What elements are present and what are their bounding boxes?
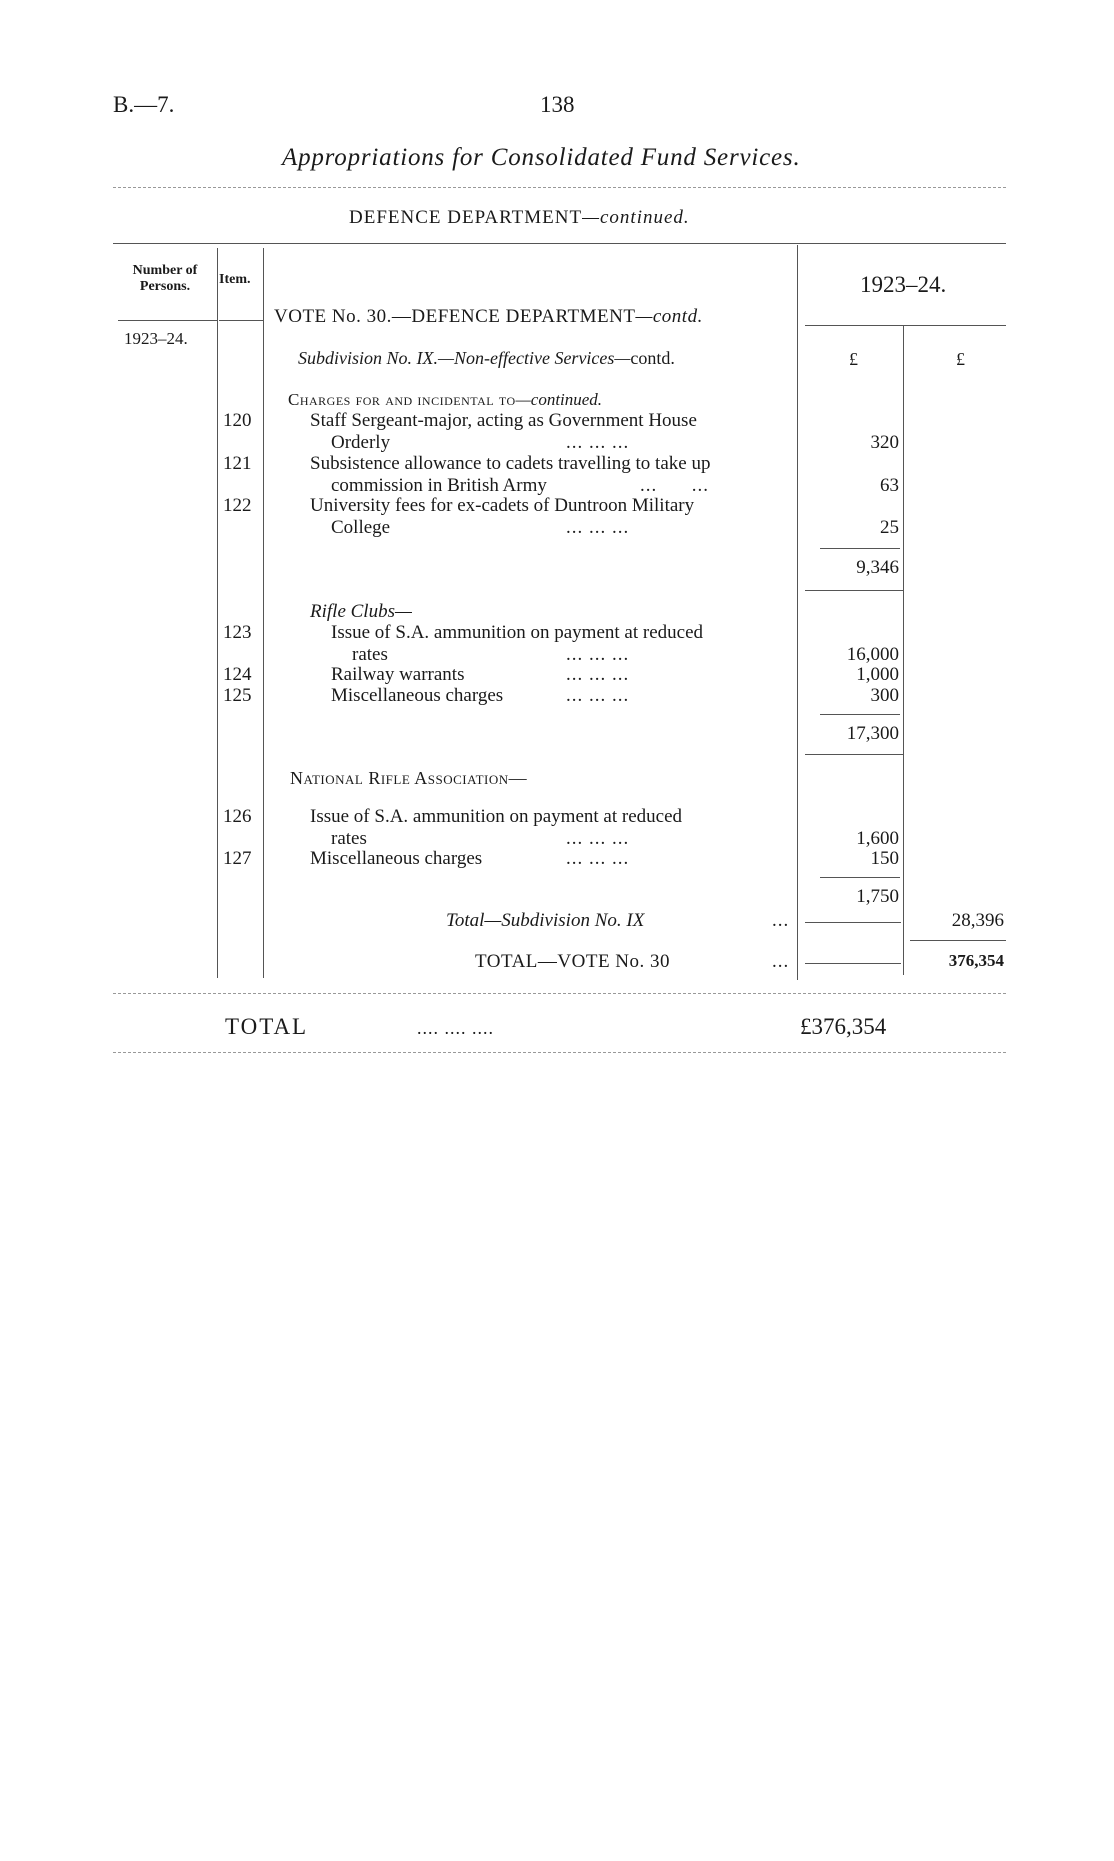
department-suffix: —continued. bbox=[582, 207, 690, 228]
charges-subtotal-rule bbox=[820, 548, 900, 549]
item-120-leader: ... ... ... bbox=[566, 432, 630, 453]
rifle-subtotal-rule bbox=[820, 714, 900, 715]
nra-subtotal-rule bbox=[820, 877, 900, 878]
subdivision-main: Subdivision No. IX.—Non-effective Services— bbox=[298, 348, 631, 368]
title-rule bbox=[113, 187, 1006, 188]
item-123-leader: ... ... ... bbox=[566, 644, 630, 665]
charges-heading-suffix: —continued. bbox=[515, 390, 603, 409]
item-122-line1: University fees for ex-cadets of Duntroon Military bbox=[310, 495, 695, 516]
currency-header-2: £ bbox=[956, 349, 965, 369]
table-top-rule bbox=[113, 243, 1006, 244]
subdivision-total-amount: 28,396 bbox=[951, 910, 1004, 931]
grand-total-label: TOTAL bbox=[225, 1014, 309, 1039]
persons-year: 1923–24. bbox=[124, 329, 188, 348]
item-number-122: 122 bbox=[223, 495, 252, 516]
charges-subtotal-underline bbox=[805, 590, 903, 591]
item-121-leader-a: ... bbox=[640, 475, 658, 496]
rifle-subtotal: 17,300 bbox=[846, 723, 899, 744]
item-121-leader-b: ... bbox=[691, 475, 709, 496]
persons-column-header: Number of Persons. bbox=[132, 263, 198, 294]
vote-total-leader: ... bbox=[772, 951, 790, 972]
vote-title bbox=[274, 306, 703, 328]
item-123-line2: rates bbox=[352, 644, 388, 665]
item-121-leader bbox=[640, 475, 709, 497]
persons-header-rule bbox=[118, 320, 217, 321]
item-124-leader: ... ... ... bbox=[566, 664, 630, 685]
rifle-clubs-heading: Rifle Clubs— bbox=[310, 601, 412, 622]
item-120-line2: Orderly bbox=[331, 432, 391, 453]
item-127-amount: 150 bbox=[870, 848, 899, 869]
item-number-123: 123 bbox=[223, 622, 252, 643]
charges-heading bbox=[288, 390, 602, 410]
item-number-125: 125 bbox=[223, 685, 252, 706]
currency-header-1: £ bbox=[849, 349, 858, 369]
subdivision-suffix: contd. bbox=[630, 348, 675, 368]
item-125-line1: Miscellaneous charges bbox=[331, 685, 504, 706]
vote-total-amount: 376,354 bbox=[948, 951, 1004, 970]
item-col-right-border bbox=[263, 248, 264, 978]
item-121-line2: commission in British Army bbox=[331, 475, 547, 496]
vote-title-main: VOTE No. 30.—DEFENCE DEPARTMENT bbox=[274, 306, 636, 327]
charges-heading-main: Charges for and incidental to bbox=[288, 390, 516, 409]
vote-title-suffix: —contd. bbox=[635, 306, 703, 327]
item-120-line1: Staff Sergeant-major, acting as Government House bbox=[310, 410, 697, 431]
page-number: 138 bbox=[540, 92, 575, 117]
item-number-127: 127 bbox=[223, 848, 252, 869]
item-123-line1: Issue of S.A. ammunition on payment at reduced bbox=[331, 622, 704, 643]
table-bottom-rule bbox=[113, 993, 1006, 994]
department-heading bbox=[349, 207, 690, 229]
rifle-subtotal-underline bbox=[805, 754, 903, 755]
vote-total-rule bbox=[910, 940, 1006, 941]
item-number-124: 124 bbox=[223, 664, 252, 685]
item-126-line2: rates bbox=[331, 828, 367, 849]
item-col-left-border bbox=[217, 248, 218, 978]
item-122-amount: 25 bbox=[880, 517, 899, 538]
amount-col-mid-border bbox=[903, 325, 904, 975]
item-127-line1: Miscellaneous charges bbox=[310, 848, 483, 869]
subdivision-total-label: Total—Subdivision No. IX bbox=[446, 910, 645, 931]
item-124-amount: 1,000 bbox=[856, 664, 899, 685]
item-120-amount: 320 bbox=[870, 432, 899, 453]
subdivision-heading bbox=[298, 348, 675, 369]
vote-total-label: TOTAL—VOTE No. 30 bbox=[475, 951, 671, 972]
item-header-rule bbox=[219, 320, 263, 321]
item-126-leader: ... ... ... bbox=[566, 828, 630, 849]
item-125-amount: 300 bbox=[870, 685, 899, 706]
page-title: Appropriations for Consolidated Fund Services. bbox=[282, 144, 801, 171]
vote-total-dash bbox=[805, 963, 901, 964]
amount-col-left-border bbox=[797, 245, 798, 980]
subdivision-total-dash bbox=[805, 922, 901, 923]
nra-heading: National Rifle Association— bbox=[290, 768, 528, 788]
grand-total-leader: .... .... .... bbox=[417, 1018, 494, 1038]
item-122-line2: College bbox=[331, 517, 391, 538]
item-125-leader: ... ... ... bbox=[566, 685, 630, 706]
item-126-line1: Issue of S.A. ammunition on payment at reduced bbox=[310, 806, 683, 827]
item-123-amount: 16,000 bbox=[846, 644, 899, 665]
department-name: DEFENCE DEPARTMENT bbox=[349, 207, 583, 228]
item-127-leader: ... ... ... bbox=[566, 848, 630, 869]
item-121-line1: Subsistence allowance to cadets travelling to take up bbox=[310, 453, 711, 474]
item-126-amount: 1,600 bbox=[856, 828, 899, 849]
nra-subtotal: 1,750 bbox=[856, 886, 899, 907]
item-124-line1: Railway warrants bbox=[331, 664, 465, 685]
grand-total-rule bbox=[113, 1052, 1006, 1053]
item-number-126: 126 bbox=[223, 806, 252, 827]
item-column-header: Item. bbox=[219, 272, 251, 287]
grand-total-amount: £376,354 bbox=[800, 1014, 887, 1039]
subdivision-total-leader: ... bbox=[772, 910, 790, 931]
item-121-amount: 63 bbox=[880, 475, 899, 496]
charges-subtotal: 9,346 bbox=[856, 557, 899, 578]
item-number-121: 121 bbox=[223, 453, 252, 474]
year-column-header: 1923–24. bbox=[860, 272, 947, 297]
item-number-120: 120 bbox=[223, 410, 252, 431]
year-header-rule bbox=[805, 325, 1006, 326]
doc-reference: B.—7. bbox=[113, 92, 175, 117]
item-122-leader: ... ... ... bbox=[566, 517, 630, 538]
